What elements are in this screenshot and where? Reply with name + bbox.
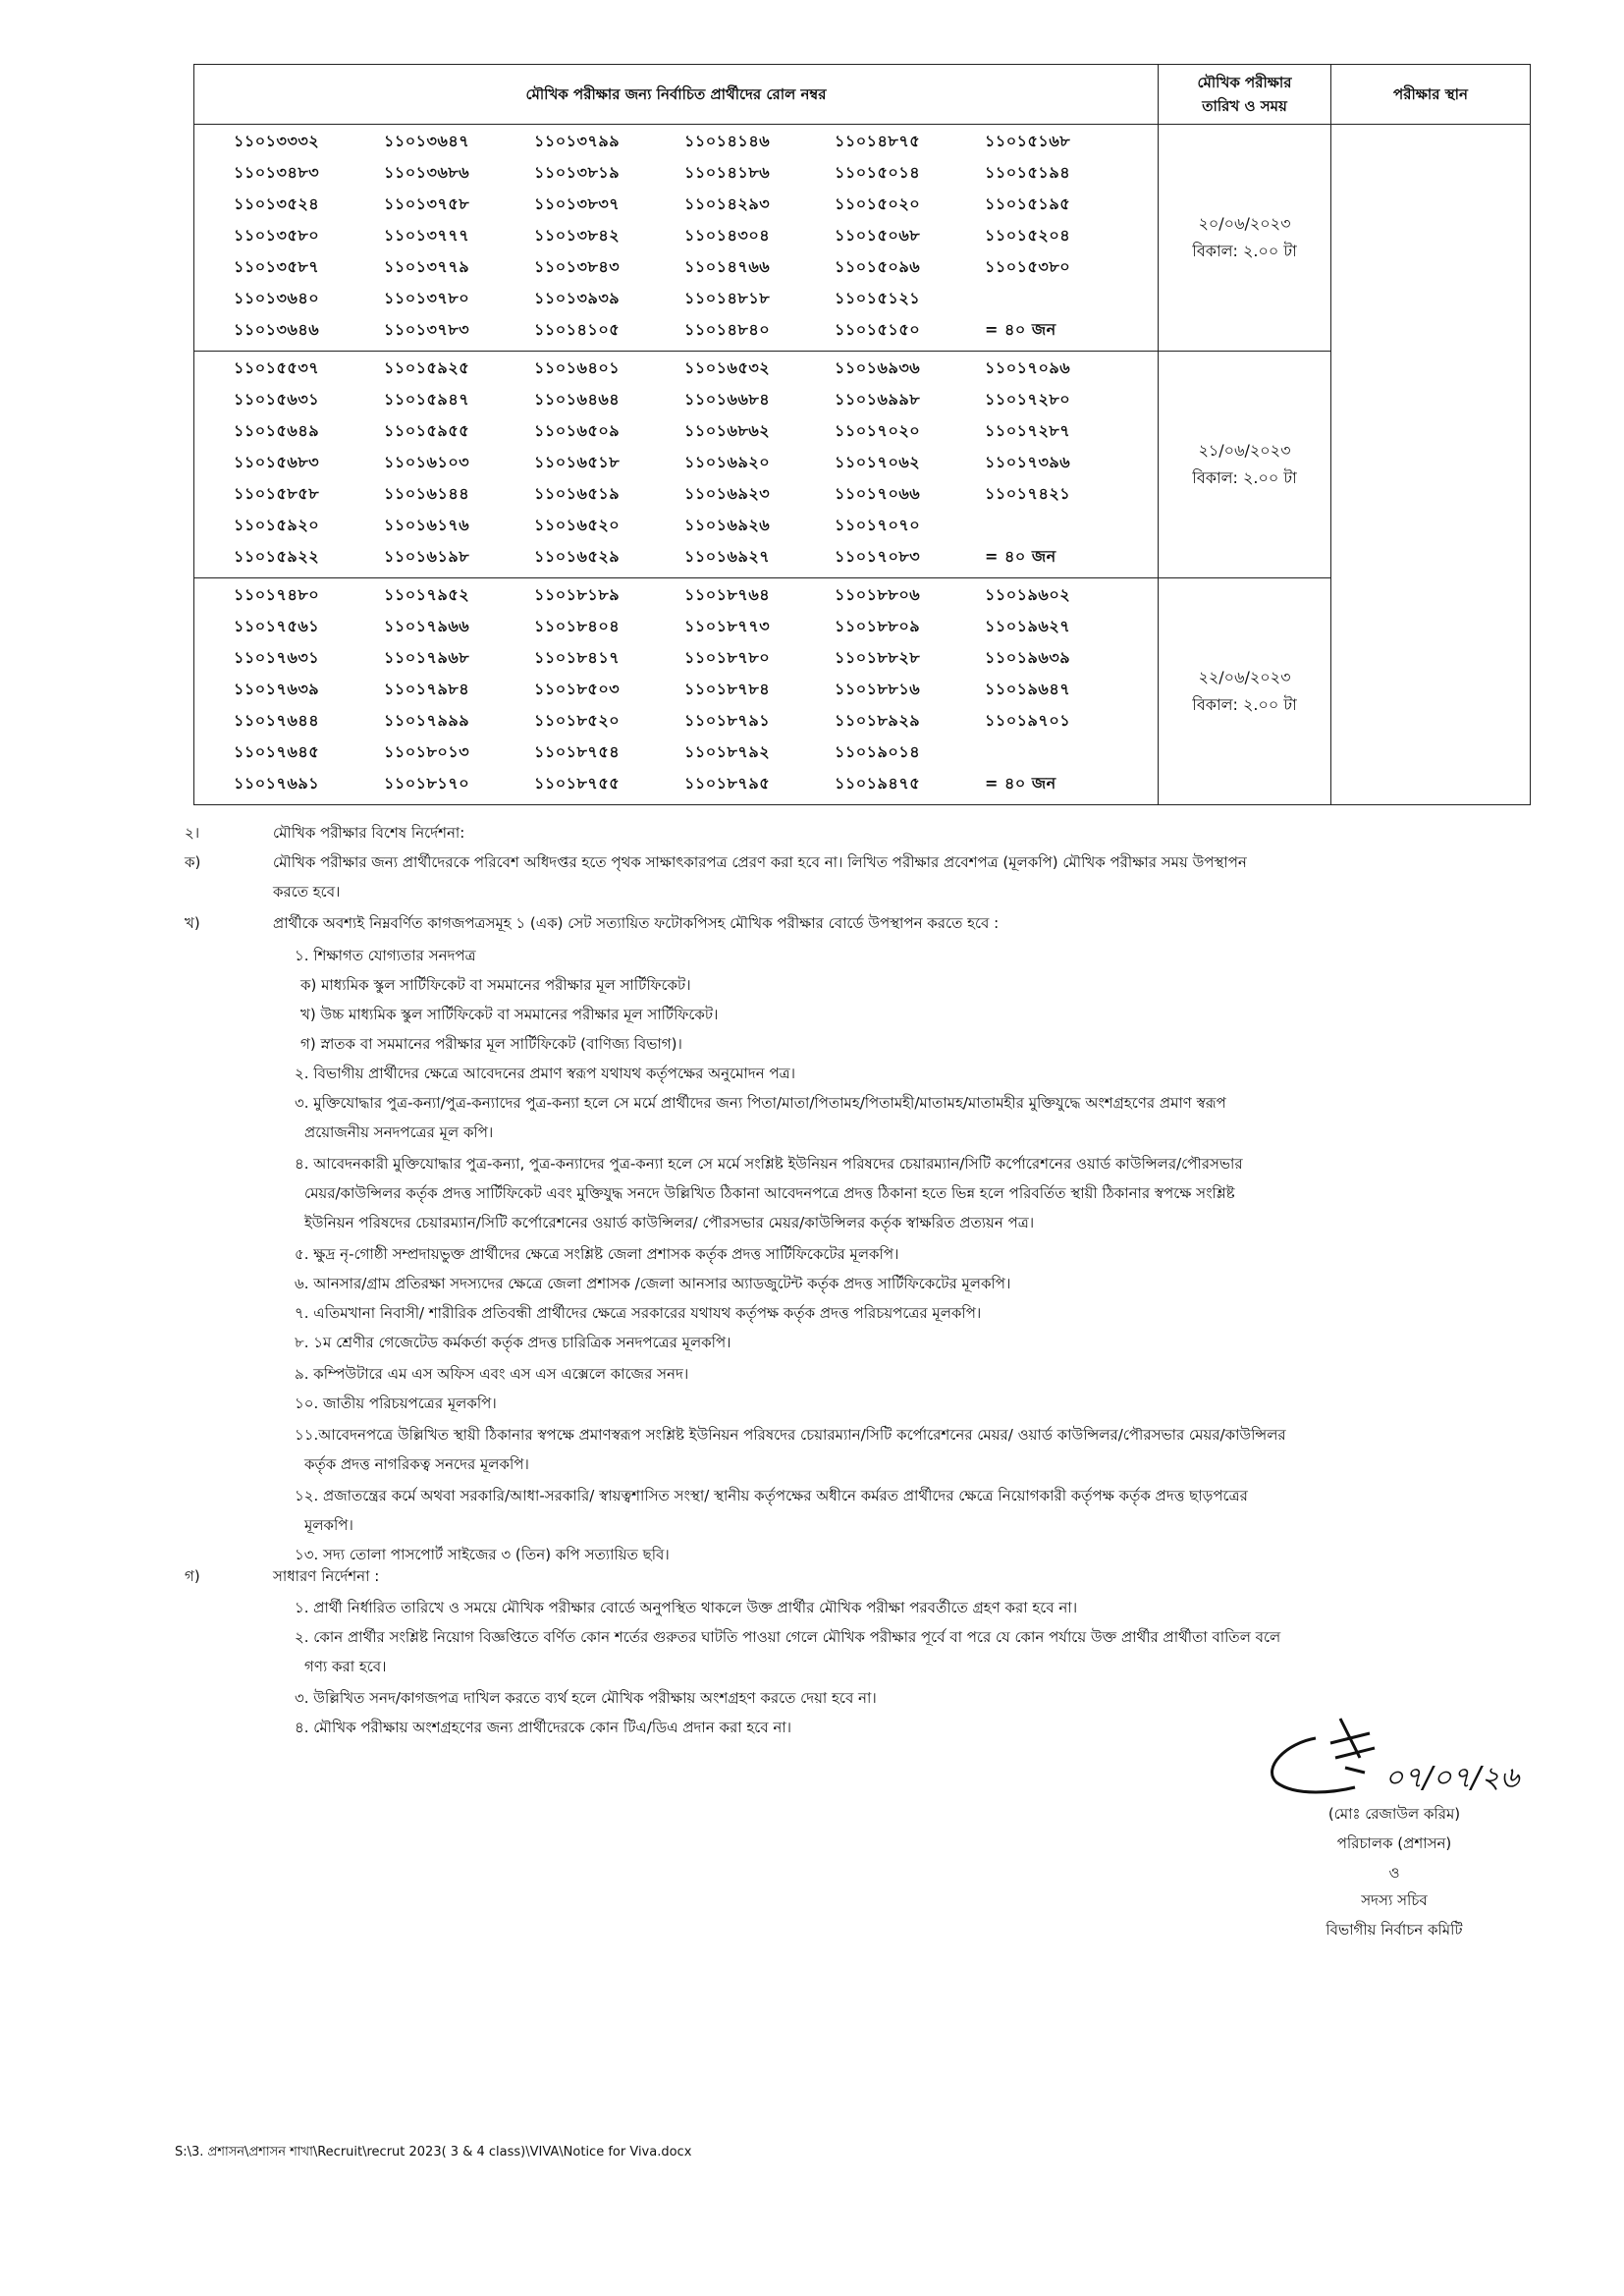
roll-number-cell: ১১০১৬৪৬৪ [534,390,621,409]
roll-number-cell: ১১০১৩৭৭৯ [384,257,470,276]
roll-number-cell: ১১০১৯৬০২ [985,585,1071,604]
roll-number-cell: ১১০১৮৪১৭ [534,648,621,667]
roll-number-cell: ১১০১৭৬৯১ [234,774,320,793]
roll-number-cell: ১১০১৫৯২২ [234,547,320,566]
roll-number-cell: ১১০১৫১৯৪ [985,163,1071,182]
roll-number-cell: ১১০১৬১৯৮ [384,547,470,566]
roll-number-cell: ১১০১৫১৯৫ [985,194,1071,213]
roll-number-cell: ১১০১৮৭৭৩ [684,617,771,635]
general-instruction-item: ৩. উল্লিখিত সনদ/কাগজপত্র দাখিল করতে ব্যর্থ হলে মৌখিক পরীক্ষায় অংশগ্রহণ করতে দেয়া হবে না। [295,1689,877,1707]
roll-number-cell: ১১০১৬১৭৬ [384,516,470,534]
roll-number-cell: ১১০১৭৯৯৯ [384,711,470,730]
document-list-item: ৮. ১ম শ্রেণীর গেজেটেড কর্মকর্তা কর্তৃক প্রদত্ত চারিত্রিক সনদপত্রের মূলকপি। [295,1334,731,1351]
roll-number-cell: ১১০১৩৫৮৭ [234,257,320,276]
document-list-item: ৯. কম্পিউটারে এম এস অফিস এবং এস এস এক্সেলে কাজের সনদ। [295,1365,689,1383]
roll-number-cell: ১১০১৭০২০ [835,421,921,440]
roll-number-cell: ১১০১৯০১৪ [835,742,921,761]
signatory-and: ও [1388,1864,1400,1882]
document-list-item: মেয়র/কাউন্সিলর কর্তৃক প্রদত্ত সার্টিফিকেট এবং মুক্তিযুদ্ধ সনদে উল্লিখিত ঠিকানা আবেদনপত্রে প্রদত্ত ঠিকানা হতে ভিন্ন হলে পরিবর্তিত স্থায়ী ঠিকানার স্বপক্ষে সংশ্লিষ্ট [304,1184,1235,1202]
document-list-item: ৪. আবেদনকারী মুক্তিযোদ্ধার পুত্র-কন্যা, পুত্র-কন্যাদের পুত্র-কন্যা হলে সে মর্মে সংশ্লিষ্ট ইউনিয়ন পরিষদের চেয়ারম্যান/সিটি কর্পোরেশনের ওয়ার্ড কাউন্সিলর/পৌরসভার [295,1155,1243,1173]
signatory-committee: বিভাগীয় নির্বাচন কমিটি [1326,1921,1463,1939]
file-path-footer: S:\3. প্রশাসন\প্রশাসন শাখা\Recruit\recrut 2023( 3 & 4 class)\VIVA\Notice for Viva.docx [175,2145,692,2159]
date-time-cell-2 [1159,352,1331,578]
roll-number-cell: ১১০১৪৭৬৬ [684,257,771,276]
exam-date: ২০/০৬/২০২৩ [1198,214,1291,233]
item-kha-label: খ) [185,914,200,932]
document-list-item: ১১.আবেদনপত্রে উল্লিখিত স্থায়ী ঠিকানার স্বপক্ষে প্রমাণস্বরূপ সংশ্লিষ্ট ইউনিয়ন পরিষদের চেয়ারম্যান/সিটি কর্পোরেশনের মেয়র/ ওয়ার্ড কাউন্সিলর/পৌরসভার মেয়র/কাউন্সিলর [295,1426,1286,1444]
roll-number-cell: ১১০১৬৫০৯ [534,421,621,440]
header-roll-numbers: মৌখিক পরীক্ষার জন্য নির্বাচিত প্রার্থীদের রোল নম্বর [194,65,1159,125]
roll-number-cell: ১১০১৪১৮৬ [684,163,771,182]
item-ga-label: গ) [185,1567,200,1585]
document-list-item: ১৩. সদ্য তোলা পাসপোর্ট সাইজের ৩ (তিন) কপি সত্যায়িত ছবি। [295,1546,670,1563]
document-list-item: খ) উচ্চ মাধ্যমিক স্কুল সার্টিফিকেট বা সমমানের পরীক্ষার মূল সার্টিফিকেট। [300,1006,719,1023]
signature-date: ০৭/০৭/২৬ [1384,1761,1520,1795]
roll-number-cell: ১১০১৪৩০৪ [684,226,771,245]
document-list-item: ১. শিক্ষাগত যোগ্যতার সনদপত্র [295,947,476,964]
roll-number-cell: ১১০১৬৫৩২ [684,358,771,377]
roll-number-cell: ১১০১৪৮৭৫ [835,132,921,150]
roll-number-cell: ১১০১৯৭০১ [985,711,1071,730]
roll-number-cell: ১১০১৮৭৮৪ [684,680,771,698]
roll-number-cell: ১১০১৩৬৮৬ [384,163,470,182]
table-header-row [194,65,1531,125]
roll-number-cell: ১১০১৫০১৪ [835,163,921,182]
roll-number-cell: ১১০১৫৯৫৫ [384,421,470,440]
roll-number-cell: ১১০১৭০৮৩ [835,547,921,566]
roll-number-table [193,64,1531,805]
roll-number-cell: ১১০১৫৩৮০ [985,257,1071,276]
roll-number-cell: ১১০১৭২৮৭ [985,421,1071,440]
roll-number-cell: ১১০১৭৯৬৬ [384,617,470,635]
roll-number-cell: ১১০১৪২৯৩ [684,194,771,213]
roll-number-cell: ১১০১৩৬৪৬ [234,320,320,339]
roll-number-cell: ১১০১৩৯৩৯ [534,289,621,307]
roll-number-cell: ১১০১৭৬৩৯ [234,680,320,698]
roll-number-cell: ১১০১৮৭৫৪ [534,742,621,761]
roll-number-cell: ১১০১৬৯২৬ [684,516,771,534]
roll-number-cell: ১১০১৭৬৩১ [234,648,320,667]
roll-number-cell: ১১০১৩৫২৪ [234,194,320,213]
roll-number-cell: ১১০১৩৭৮০ [384,289,470,307]
signatory-name: (মোঃ রেজাউল করিম) [1327,1805,1461,1823]
roll-number-cell: ১১০১৩৬৪৭ [384,132,470,150]
roll-number-cell: ১১০১৬৫২৯ [534,547,621,566]
roll-number-cell: ১১০১৭০৯৬ [985,358,1071,377]
item-ka-label: ক) [185,853,201,871]
roll-number-cell [985,513,1135,544]
roll-number-cell: ১১০১৩৮৪২ [534,226,621,245]
roll-number-cell: ১১০১৮৫২০ [534,711,621,730]
document-list-item: ইউনিয়ন পরিষদের চেয়ারম্যান/সিটি কর্পোরেশনের ওয়ার্ড কাউন্সিলর/ পৌরসভার মেয়র/কাউন্সিলর কর্তৃক স্বাক্ষরিত প্রত্যয়ন পত্র। [304,1214,1035,1231]
header-date-time-line2: তারিখ ও সময় [1202,97,1287,115]
document-list-item: ১০. জাতীয় পরিচয়পত্রের মূলকপি। [295,1394,497,1412]
roll-number-cell: ১১০১৫৬৩১ [234,390,320,409]
roll-group-3 [194,578,1159,805]
roll-number-cell: ১১০১৫২০৪ [985,226,1071,245]
roll-number-cell: ১১০১৭৪২১ [985,484,1071,503]
document-list-item: গ) স্নাতক বা সমমানের পরীক্ষার মূল সার্টিফিকেট (বাণিজ্য বিভাগ)। [300,1035,682,1053]
roll-number-cell: ১১০১৫৯৪৭ [384,390,470,409]
roll-number-cell: ১১০১৩৮৪৩ [534,257,621,276]
roll-number-cell: ১১০১৩৪৮৩ [234,163,320,182]
general-instruction-item: ১. প্রার্থী নির্ধারিত তারিখে ও সময়ে মৌখিক পরীক্ষার বোর্ডে অনুপস্থিত থাকলে উক্ত প্রার্থীর মৌখিক পরীক্ষা পরবর্তীতে গ্রহণ করা হবে না। [295,1599,1078,1616]
roll-number-cell: ১১০১৮৮০৯ [835,617,921,635]
roll-number-cell: ১১০১৯৪৭৫ [835,774,921,793]
exam-time: বিকাল: ২.০০ টা [1192,695,1297,714]
document-list-item: ২. বিভাগীয় প্রার্থীদের ক্ষেত্রে আবেদনের প্রমাণ স্বরূপ যথাযথ কর্তৃপক্ষের অনুমোদন পত্র। [295,1065,795,1082]
roll-number-cell: ১১০১৭৯৫২ [384,585,470,604]
roll-number-cell: ১১০১৫৬৪৯ [234,421,320,440]
roll-number-cell: = ৪০ জন [985,547,1056,566]
roll-number-cell: ১১০১৩৮১৯ [534,163,621,182]
roll-number-cell: ১১০১৩৭৯৯ [534,132,621,150]
document-list-item: কর্তৃক প্রদত্ত নাগরিকত্ব সনদের মূলকপি। [304,1455,529,1473]
roll-number-cell: ১১০১৭৪৮০ [234,585,320,604]
roll-number-cell: ১১০১৩৩৩২ [234,132,320,150]
item-kha-intro: প্রার্থীকে অবশ্যই নিম্নবর্ণিত কাগজপত্রসমূহ ১ (এক) সেট সত্যায়িত ফটোকপিসহ মৌখিক পরীক্ষার বোর্ডে উপস্থাপন করতে হবে : [273,914,1000,932]
roll-group-2 [194,352,1159,578]
roll-number-cell: ১১০১৭৬৪৫ [234,742,320,761]
section-number: ২। [185,824,200,842]
item-ka-line1: মৌখিক পরীক্ষার জন্য প্রার্থীদেরকে পরিবেশ অধিদপ্তর হতে পৃথক সাক্ষাৎকারপত্র প্রেরণ করা হবে না। লিখিত পরীক্ষার প্রবেশপত্র (মূলকপি) মৌখিক পরীক্ষার সময় উপস্থাপন [273,853,1247,871]
table-row [194,125,1531,352]
roll-number-cell: ১১০১৭০৭০ [835,516,921,534]
roll-number-cell: ১১০১৯৬৪৭ [985,680,1071,698]
roll-number-cell: ১১০১৬৫১৮ [534,453,621,471]
date-time-cell-3 [1159,578,1331,805]
document-list-item: ৭. এতিমখানা নিবাসী/ শারীরিক প্রতিবন্ধী প্রার্থীদের ক্ষেত্রে সরকারের যথাযথ কর্তৃপক্ষ কর্তৃক প্রদত্ত পরিচয়পত্রের মূলকপি। [295,1304,982,1322]
roll-number-cell: ১১০১৫৫৩৭ [234,358,320,377]
roll-number-cell: ১১০১৫০৬৮ [835,226,921,245]
roll-number-cell: ১১০১৬৯২৩ [684,484,771,503]
roll-number-cell: ১১০১৬১০৩ [384,453,470,471]
section-title: মৌখিক পরীক্ষার বিশেষ নির্দেশনা: [273,824,465,842]
roll-number-cell: ১১০১৮১৮৯ [534,585,621,604]
header-date-time-line1: মৌখিক পরীক্ষার [1197,74,1292,91]
roll-number-cell: ১১০১৮৫০৩ [534,680,621,698]
exam-time: বিকাল: ২.০০ টা [1192,242,1297,260]
header-exam-place: পরীক্ষার স্থান [1331,65,1531,125]
roll-number-cell: ১১০১৬৯২০ [684,453,771,471]
roll-number-cell: ১১০১৬৮৬২ [684,421,771,440]
exam-date: ২১/০৬/২০২৩ [1198,441,1291,460]
roll-number-cell: ১১০১৮৭৯৫ [684,774,771,793]
roll-number-cell: ১১০১৬৫১৯ [534,484,621,503]
roll-grid [194,352,1158,575]
roll-number-cell: = ৪০ জন [985,320,1056,339]
roll-number-cell: ১১০১৩৭৭৭ [384,226,470,245]
roll-number-cell: ১১০১৩৬৪০ [234,289,320,307]
document-list-item: ১২. প্রজাতন্ত্রের কর্মে অথবা সরকারি/আধা-সরকারি/ স্বায়ত্বশাসিত সংস্থা/ স্থানীয় কর্তৃপক্ষের অধীনে কর্মরত প্রার্থীদের ক্ষেত্রে নিয়োগকারী কর্তৃপক্ষ কর্তৃক প্রদত্ত ছাড়পত্রের [295,1487,1248,1504]
roll-number-cell: ১১০১৩৭৮৩ [384,320,470,339]
roll-number-cell: ১১০১৮৯২৯ [835,711,921,730]
exam-place-cell [1331,125,1531,805]
document-list-item: ৬. আনসার/গ্রাম প্রতিরক্ষা সদস্যদের ক্ষেত্রে জেলা প্রশাসক /জেলা আনসার অ্যাডজুটেন্ট কর্তৃক প্রদত্ত সার্টিফিকেটের মূলকপি। [295,1275,1011,1292]
table-row [194,578,1531,805]
roll-group-1 [194,125,1159,352]
roll-number-cell: = ৪০ জন [985,774,1056,793]
roll-number-cell: ১১০১৫৮৫৮ [234,484,320,503]
roll-number-cell: ১১০১৬৯২৭ [684,547,771,566]
table-row [194,352,1531,578]
roll-number-cell [985,739,1135,771]
roll-grid [194,578,1158,802]
document-list-item: ৩. মুক্তিযোদ্ধার পুত্র-কন্যা/পুত্র-কন্যাদের পুত্র-কন্যা হলে সে মর্মে প্রার্থীদের জন্য পিতা/মাতা/পিতামহ/পিতামহী/মাতামহ/মাতামহীর মুক্তিযুদ্ধে অংশগ্রহণের প্রমাণ স্বরূপ [295,1094,1226,1112]
roll-number-cell: ১১০১৮৭৫৫ [534,774,621,793]
roll-number-cell: ১১০১৮৭৬৪ [684,585,771,604]
roll-number-cell: ১১০১৫৯২০ [234,516,320,534]
date-time-cell-1 [1159,125,1331,352]
roll-number-cell: ১১০১৪১৪৬ [684,132,771,150]
roll-number-cell: ১১০১৮৮২৮ [835,648,921,667]
roll-number-cell: ১১০১৩৭৫৮ [384,194,470,213]
roll-number-cell: ১১০১৬৫২০ [534,516,621,534]
document-list-item: ক) মাধ্যমিক স্কুল সার্টিফিকেট বা সমমানের পরীক্ষার মূল সার্টিফিকেট। [300,976,691,994]
general-instruction-item: ২. কোন প্রার্থীর সংশ্লিষ্ট নিয়োগ বিজ্ঞপ্তিতে বর্ণিত কোন শর্তের গুরুতর ঘাটতি পাওয়া গেলে মৌখিক পরীক্ষার পূর্বে বা পরে যে কোন পর্যায়ে উক্ত প্রার্থীর প্রার্থীতা বাতিল বলে [295,1628,1281,1646]
exam-time: বিকাল: ২.০০ টা [1192,468,1297,487]
exam-date: ২২/০৬/২০২৩ [1198,668,1291,686]
roll-number-cell: ১১০১৭২৮০ [985,390,1071,409]
roll-grid [194,125,1158,349]
roll-number-cell: ১১০১৬৪০১ [534,358,621,377]
roll-number-cell: ১১০১৫১৫০ [835,320,921,339]
roll-number-cell: ১১০১৬৯৯৮ [835,390,921,409]
roll-number-cell: ১১০১৯৬৩৯ [985,648,1071,667]
roll-number-cell: ১১০১৭০৬২ [835,453,921,471]
roll-number-cell: ১১০১৭৯৬৮ [384,648,470,667]
document-list-item: ৫. ক্ষুদ্র নৃ-গোষ্ঠী সম্প্রদায়ভুক্ত প্রার্থীদের ক্ষেত্রে সংশ্লিষ্ট জেলা প্রশাসক কর্তৃক প্রদত্ত সার্টিফিকেটের মূলকপি। [295,1245,899,1263]
roll-number-cell: ১১০১৫৯২৫ [384,358,470,377]
roll-number-cell: ১১০১৭৩৯৬ [985,453,1071,471]
roll-number-cell [985,286,1135,317]
roll-number-cell: ১১০১৮৭৯১ [684,711,771,730]
roll-number-cell: ১১০১৬১৪৪ [384,484,470,503]
roll-number-cell: ১১০১৮৮১৬ [835,680,921,698]
general-instruction-item: ৪. মৌখিক পরীক্ষায় অংশগ্রহণের জন্য প্রার্থীদেরকে কোন টিএ/ডিএ প্রদান করা হবে না। [295,1719,792,1736]
roll-number-cell: ১১০১৮৪০৪ [534,617,621,635]
roll-number-cell: ১১০১৩৮৩৭ [534,194,621,213]
roll-number-cell: ১১০১৩৫৮০ [234,226,320,245]
roll-number-cell: ১১০১৮১৭০ [384,774,470,793]
roll-number-cell: ১১০১৫১৬৮ [985,132,1071,150]
roll-number-cell: ১১০১৭৯৮৪ [384,680,470,698]
signatory-designation: পরিচালক (প্রশাসন) [1336,1834,1452,1852]
roll-number-cell: ১১০১৯৬২৭ [985,617,1071,635]
roll-number-cell: ১১০১৭০৬৬ [835,484,921,503]
document-list-item: প্রয়োজনীয় সনদপত্রের মূল কপি। [304,1123,494,1141]
roll-number-cell: ১১০১৫০২০ [835,194,921,213]
roll-number-cell: ১১০১৪১০৫ [534,320,621,339]
roll-number-cell: ১১০১৮৭৮০ [684,648,771,667]
roll-number-cell: ১১০১৫৬৮৩ [234,453,320,471]
roll-number-cell: ১১০১৭৬৪৪ [234,711,320,730]
item-ka-line2: করতে হবে। [273,883,341,901]
roll-number-cell: ১১০১৪৮১৮ [684,289,771,307]
roll-number-cell: ১১০১৮৮০৬ [835,585,921,604]
roll-number-cell: ১১০১৬৯৩৬ [835,358,921,377]
roll-number-cell: ১১০১৮০১৩ [384,742,470,761]
roll-number-cell: ১১০১৫১২১ [835,289,921,307]
roll-number-cell: ১১০১৮৭৯২ [684,742,771,761]
signatory-role: সদস্য সচিব [1361,1891,1428,1909]
header-date-time [1159,65,1331,125]
general-instruction-item: গণ্য করা হবে। [304,1658,387,1675]
roll-number-cell: ১১০১৫০৯৬ [835,257,921,276]
document-list-item: মূলকপি। [304,1516,353,1534]
roll-number-cell: ১১০১৬৬৮৪ [684,390,771,409]
roll-number-cell: ১১০১৭৫৬১ [234,617,320,635]
roll-number-cell: ১১০১৪৮৪০ [684,320,771,339]
item-ga-title: সাধারণ নির্দেশনা : [273,1567,380,1585]
